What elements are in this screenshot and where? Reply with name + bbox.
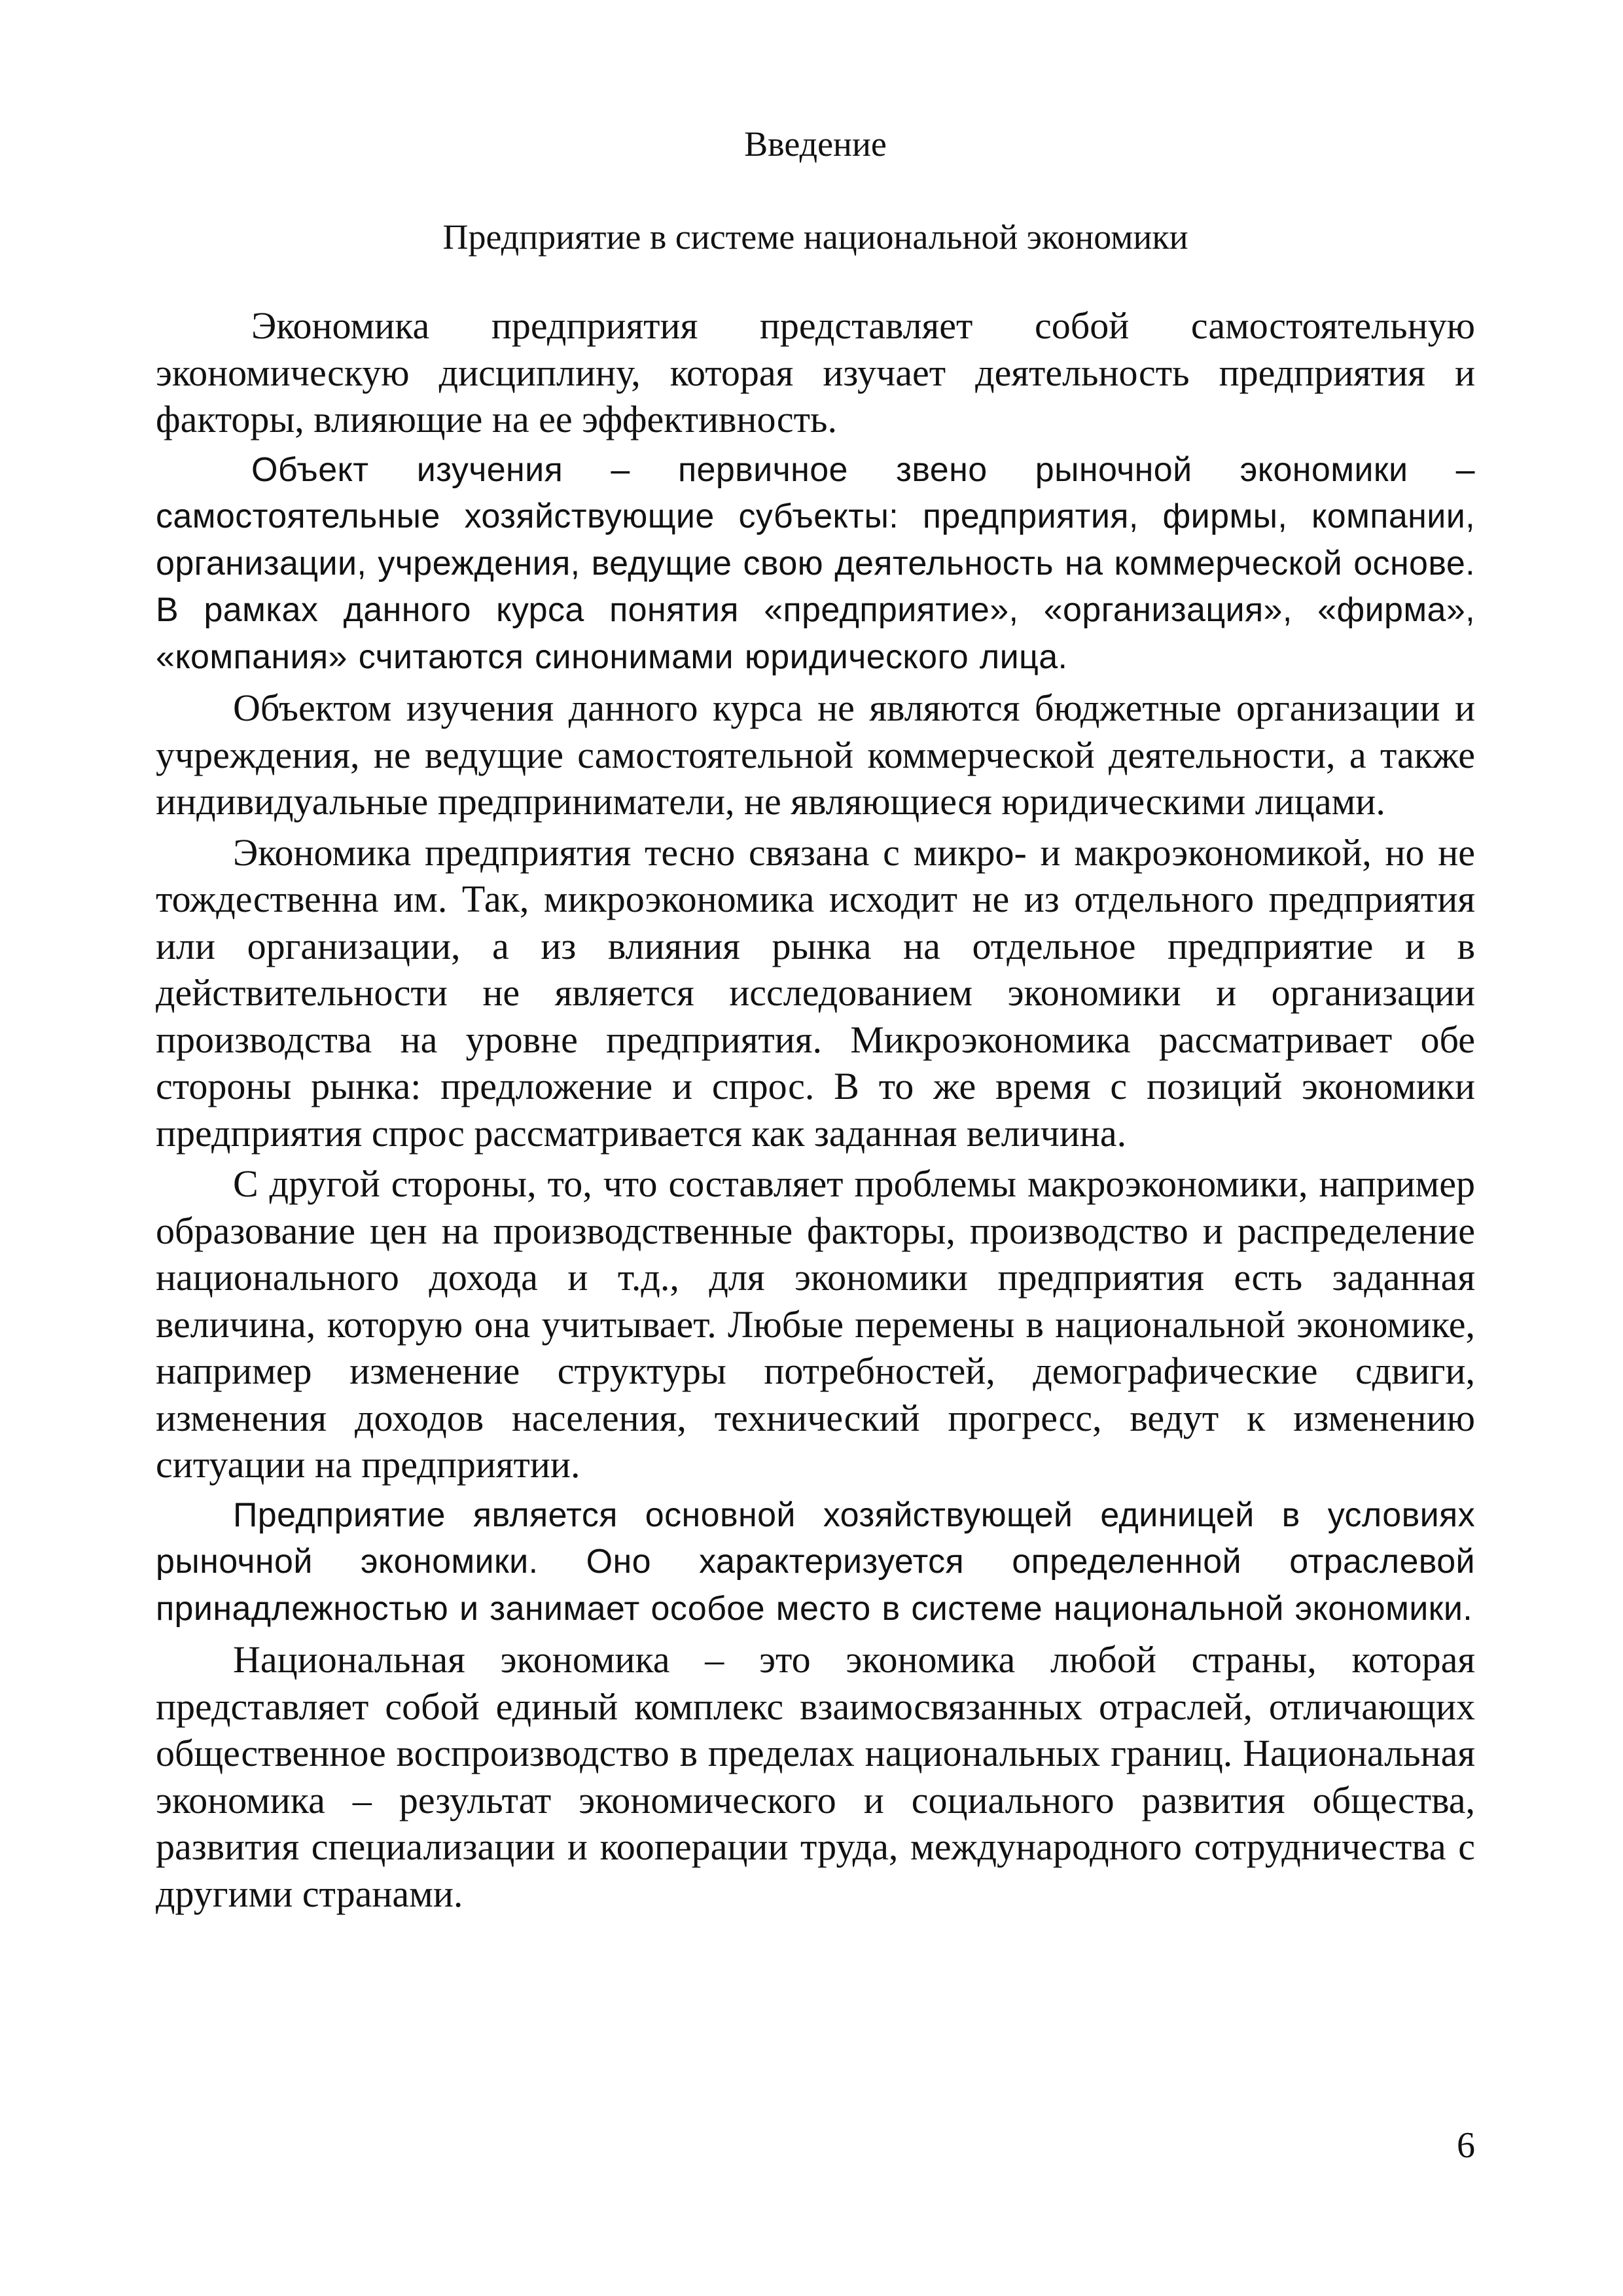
paragraph-2: Объект изучения – первичное звено рыночной экономики – самостоятельные хозяйствующие субъекты: предприятия, фирмы, компании, организации, учреждения, ведущие свою деятельность на коммерческой основе. В рамках данного курса понятия «предприятие», «организация», «фирма», «компания» считаются синонимами юридического лица. bbox=[156, 450, 1475, 676]
page-number: 6 bbox=[1457, 2125, 1475, 2166]
paragraph-7: Национальная экономика – это экономика любой страны, которая представляет собой единый комплекс взаимосвязанных отраслей, отличающих общественное воспроизводство в пределах национальных границ. Национальная экономика – результат экономического и социального развития общества, развития специализации и кооперации труда, международного сотрудничества с другими странами. bbox=[156, 1638, 1475, 1915]
paragraph-5: С другой стороны, то, что составляет проблемы макроэкономики, например образование цен на производственные факторы, производство и распределение национального дохода и т.д., для экономики предприятия есть заданная величина, которую она учитывает. Любые перемены в национальной экономике, например изменение структуры потребностей, демографические сдвиги, изменения доходов населения, технический прогресс, ведут к изменению ситуации на предприятии. bbox=[156, 1162, 1475, 1486]
document-page bbox=[156, 0, 1475, 2296]
paragraph-1: Экономика предприятия представляет собой самостоятельную экономическую дисциплину, которая изучает деятельность предприятия и факторы, влияющие на ее эффективность. bbox=[156, 304, 1475, 440]
chapter-title: Введение bbox=[744, 124, 887, 164]
paragraph-3: Объектом изучения данного курса не являются бюджетные организации и учреждения, не ведущие самостоятельной коммерческой деятельности, а также индивидуальные предприниматели, не являющиеся юридическими лицами. bbox=[156, 687, 1475, 823]
paragraph-6: Предприятие является основной хозяйствующей единицей в условиях рыночной экономики. Оно характеризуется определенной отраслевой принадлежностью и занимает особое место в системе национальной экономики. bbox=[156, 1496, 1475, 1628]
paragraph-4: Экономика предприятия тесно связана с микро- и макроэкономикой, но не тождественна им. Так, микроэкономика исходит не из отдельного предприятия или организации, а из влияния рынка на отдельное предприятие и в действительности не является исследованием экономики и организации производства на уровне предприятия. Микроэкономика рассматривает обе стороны рынка: предложение и спрос. В то же время с позиций экономики предприятия спрос рассматривается как заданная величина. bbox=[156, 831, 1475, 1155]
section-title: Предприятие в системе национальной экономики bbox=[442, 217, 1188, 257]
body-text bbox=[156, 302, 1475, 1921]
